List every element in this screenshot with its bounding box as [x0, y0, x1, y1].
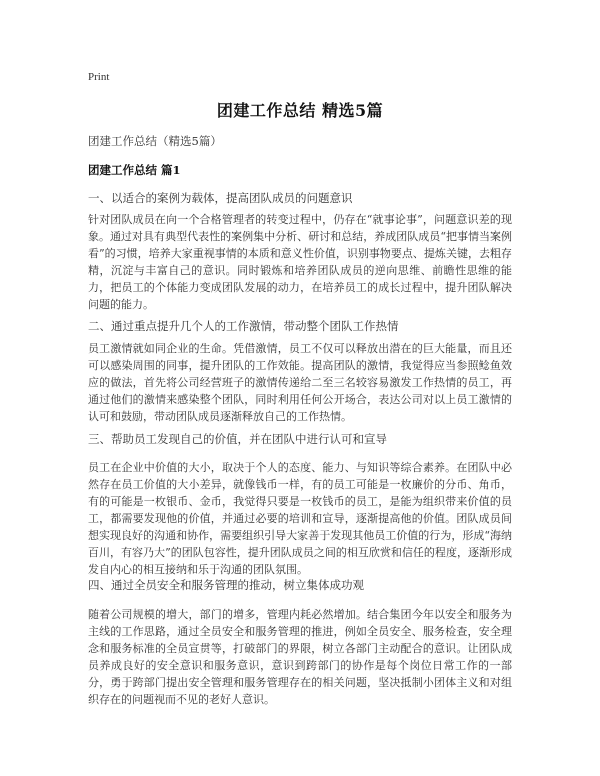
print-label[interactable]: Print — [88, 71, 110, 83]
paragraph-1: 针对团队成员在向一个合格管理者的转变过程中，仍存在“就事论事”，问题意识差的现象。通过对具有典型代表性的案例集中分析、研讨和总结，养成团队成员“把事情当案例看”的习惯，培养大家重视事情的本质和意义性价值，识别事物要点、提炼关键，去粗存精，沉淀与丰富自己的意识。同时锻炼和培养团队成员的逆向思维、前瞻性思维的能力，把员工的个体能力变成团队发展的动力，在培养员工的成长过程中，提升团队解决问题的能力。 — [88, 213, 512, 311]
document-subtitle: 团建工作总结（精选5篇） — [88, 134, 222, 148]
block-heading-3: 三、帮助员工发现自己的价值，并在团队中进行认可和宣导 — [88, 432, 387, 446]
block-heading-2: 二、通过重点提升几个人的工作激情，带动整个团队工作热情 — [88, 319, 399, 333]
page-title: 团建工作总结 精选5篇 — [216, 101, 384, 120]
section-title: 团建工作总结 篇1 — [88, 163, 181, 177]
paragraph-4: 随着公司规模的增大，部门的增多，管理内耗必然增加。结合集团今年以安全和服务为主线的工作思路，通过全员安全和服务管理的推进，例如全员安全、服务检查，安全理念和服务标准的全员宣贯等，打破部门的界限，树立各部门主动配合的意识。让团队成员养成良好的安全意识和服务意识，意识到跨部门的协作是每个岗位日常工作的一部分，勇于跨部门提出安全管理和服务管理存在的相关问题，坚决抵制小团体主义和对组织存在的问题视而不见的老好人意识。 — [88, 608, 512, 706]
paragraph-2: 员工激情就如同企业的生命。凭借激情，员工不仅可以释放出潜在的巨大能量，而且还可以感染周围的同事，提升团队的工作效能。提高团队的激情，我觉得应当参照鲶鱼效应的做法，首先将公司经营班子的激情传递给二至三名较容易激发工作热情的员工，再通过他们的激情来感染整个团队，同时利用任何公开场合，表达公司对以上员工激情的认可和鼓励，带动团队成员逐渐释放自己的工作热情。 — [88, 342, 512, 423]
block-heading-1: 一、以适合的案例为载体，提高团队成员的问题意识 — [88, 191, 353, 205]
paragraph-3: 员工在企业中价值的大小，取决于个人的态度、能力、与知识等综合素养。在团队中必然存在员工价值的大小差异，就像钱币一样，有的员工可能是一枚廉价的分币、角币，有的可能是一枚银币、金币，我觉得只要是一枚钱币的员工，是能为组织带来价值的员工，都需要发现他的价值，并通过必要的培训和宣导，逐渐提高他的价值。团队成员间想实现良好的沟通和协作，需要组织引导大家善于发现其他员工价值的行为，形成“海纳百川，有容乃大”的团队包容性，提升团队成员之间的相互欣赏和信任的程度，逐渐形成发自内心的相互接纳和乐于沟通的团队氛围。 — [88, 461, 512, 576]
block-heading-4: 四、通过全员安全和服务管理的推动，树立集体成功观 — [88, 578, 364, 592]
